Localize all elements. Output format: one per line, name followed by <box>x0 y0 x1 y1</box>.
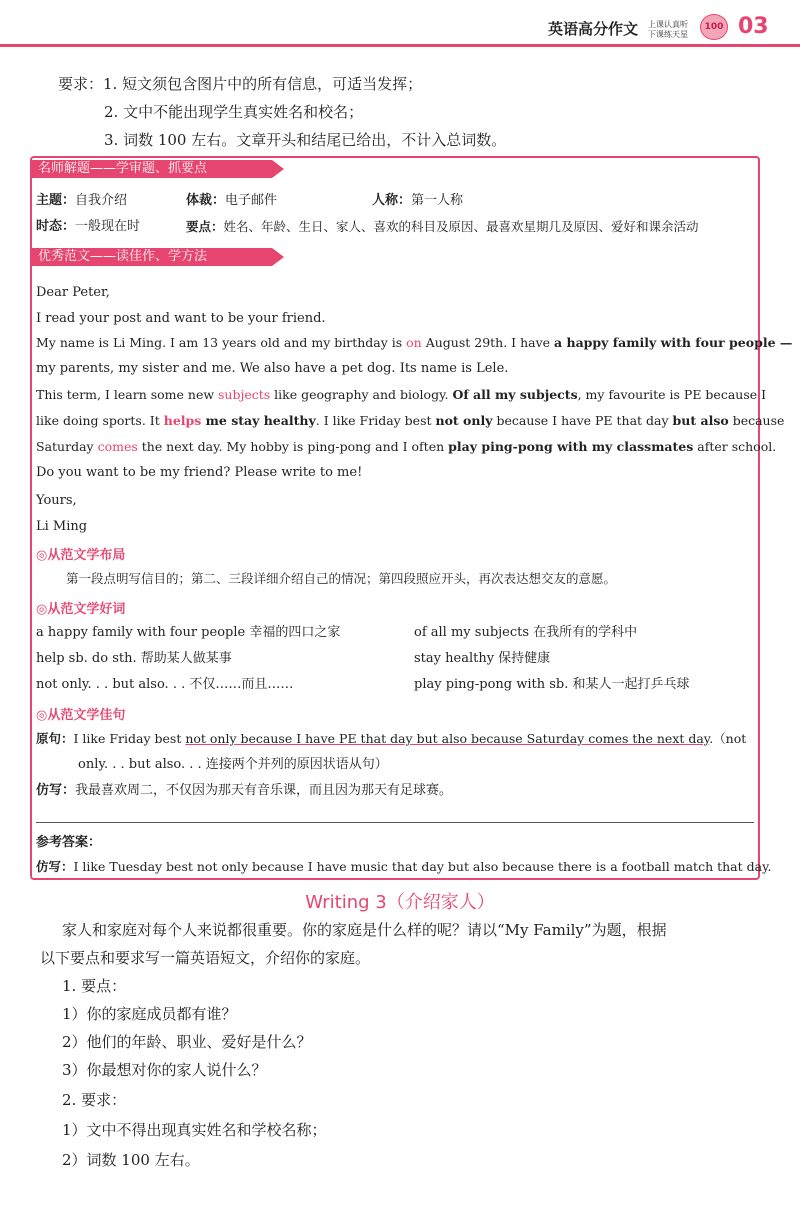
model-banner: 优秀范文——读佳作、学方法 <box>32 248 272 266</box>
essay-line-1: I read your post and want to be your friend. <box>36 311 326 326</box>
tense-label: 时态： <box>36 219 76 234</box>
points-row <box>186 218 699 236</box>
answer-label: 参考答案： <box>36 835 102 850</box>
topic-label: 主题： <box>36 193 76 208</box>
motto-line-1: 上课认真听 <box>648 20 688 29</box>
writing3-point-3: 3）你最想对你的家人说什么？ <box>62 1061 267 1079</box>
answer-divider <box>36 822 754 823</box>
writing3-req-heading: 2. 要求： <box>62 1091 127 1109</box>
writing3-title: Writing 3（介绍家人） <box>305 892 495 913</box>
requirement-3: 3. 词数 100 左右。文章开头和结尾已给出，不计入总词数。 <box>104 131 507 149</box>
writing3-intro-2: 以下要点和要求写一篇英语短文，介绍你的家庭。 <box>40 949 371 967</box>
letter-greeting: Dear Peter, <box>36 285 110 300</box>
person-value: 第一人称 <box>411 193 464 208</box>
letter-signature: Li Ming <box>36 519 88 534</box>
highlight-happy-family: a happy family with four people — <box>554 335 793 350</box>
highlight-stay-healthy: me stay healthy <box>201 413 316 428</box>
imitate-task <box>36 782 452 800</box>
motto-line-2: 下课练天星 <box>648 30 688 39</box>
person-row <box>372 192 463 210</box>
highlight-comes: comes <box>97 439 138 454</box>
book-title: 英语高分作文 <box>548 20 639 38</box>
answer-imitate-label: 仿写： <box>36 859 74 874</box>
letter-closing: Yours, <box>36 493 77 508</box>
original-label: 原句： <box>36 731 74 746</box>
tense-row <box>36 218 140 236</box>
writing3-req-1: 1）文中不得出现真实姓名和学校名称； <box>62 1121 327 1139</box>
essay-line-4: This term, I learn some new subjects like geography and biology. Of all my subjects, my favourite is PE because I <box>36 387 767 402</box>
highlight-play-ping-pong: play ping-pong with my classmates <box>448 439 694 454</box>
sentence-study-heading: ◎从范文学佳句 <box>36 708 126 723</box>
writing3-point-2: 2）他们的年龄、职业、爱好是什么？ <box>62 1033 312 1051</box>
requirement-1: 要求：1. 短文须包含图片中的所有信息，可适当发挥； <box>58 75 423 93</box>
mascot-logo-icon <box>700 14 728 40</box>
genre-label: 体裁： <box>186 193 226 208</box>
vocab-study-heading: ◎从范文学好词 <box>36 602 126 617</box>
highlight-not-only: not only <box>435 413 493 428</box>
answer-text: I like Tuesday best not only because I have music that day but also because there is a football match that day. <box>73 859 772 874</box>
points-label: 要点： <box>186 219 224 234</box>
highlight-on: on <box>406 335 422 350</box>
writing3-points-heading: 1. 要点： <box>62 977 127 995</box>
highlight-subjects: subjects <box>218 387 271 402</box>
tense-value: 一般现在时 <box>75 219 141 234</box>
topic-value: 自我介绍 <box>75 193 128 208</box>
vocab-right-1: of all my subjects 在我所有的学科中 <box>414 625 638 640</box>
highlight-but-also: but also <box>672 413 729 428</box>
essay-line-3: my parents, my sister and me. We also have a pet dog. Its name is Lele. <box>36 361 509 376</box>
points-value: 姓名、年龄、生日、家人、喜欢的科目及原因、最喜欢星期几及原因、爱好和课余活动 <box>223 219 699 234</box>
original-underlined: not only because I have PE that day but also because Saturday comes the next day <box>185 731 710 746</box>
vocab-left-1: a happy family with four people 幸福的四口之家 <box>36 625 341 640</box>
writing3-intro-1: 家人和家庭对每个人来说都很重要。你的家庭是什么样的呢？请以“My Family”为题，根据 <box>62 921 667 939</box>
genre-value: 电子邮件 <box>225 193 278 208</box>
essay-line-7: Do you want to be my friend? Please write to me! <box>36 465 363 480</box>
topic-row <box>36 192 127 210</box>
analysis-banner: 名师解题——学审题、抓要点 <box>32 160 272 178</box>
layout-study-text: 第一段点明写信目的；第二、三段详细介绍自己的情况；第四段照应开头，再次表达想交友的意愿。 <box>66 571 617 586</box>
essay-line-5: like doing sports. It helps me stay healthy. I like Friday best not only because I have PE that day but also because <box>36 413 785 428</box>
vocab-right-3: play ping-pong with sb. 和某人一起打乒乓球 <box>414 677 690 692</box>
highlight-of-all: Of all my subjects <box>452 387 578 402</box>
writing3-req-2: 2）词数 100 左右。 <box>62 1151 200 1169</box>
answer-row <box>36 858 771 876</box>
imitate-text: 我最喜欢周二，不仅因为那天有音乐课，而且因为那天有足球赛。 <box>75 783 453 798</box>
logo-text: 100 <box>704 22 724 32</box>
essay-line-2: My name is Li Ming. I am 13 years old and my birthday is on August 29th. I have a happy family with four people — <box>36 335 793 350</box>
original-note: only. . . but also. . . 连接两个并列的原因状语从句） <box>78 757 388 772</box>
header-motto <box>648 20 688 40</box>
vocab-right-2: stay healthy 保持健康 <box>414 651 551 666</box>
genre-row <box>186 192 277 210</box>
original-sentence: 原句：I like Friday best not only because I have PE that day but also because Saturday comes the next day.（not <box>36 731 747 746</box>
imitate-label: 仿写： <box>36 783 76 798</box>
requirement-2: 2. 文中不能出现学生真实姓名和校名； <box>104 103 364 121</box>
page-header <box>0 0 800 52</box>
header-divider <box>0 44 800 47</box>
person-label: 人称： <box>372 193 412 208</box>
layout-study-heading: ◎从范文学布局 <box>36 548 126 563</box>
page-number: 03 <box>738 14 769 39</box>
highlight-helps: helps <box>163 413 202 428</box>
vocab-left-3: not only. . . but also. . . 不仅……而且…… <box>36 677 294 692</box>
vocab-left-2: help sb. do sth. 帮助某人做某事 <box>36 651 232 666</box>
writing3-point-1: 1）你的家庭成员都有谁？ <box>62 1005 237 1023</box>
essay-line-6: Saturday comes the next day. My hobby is ping-pong and I often play ping-pong with my classmates after school. <box>36 439 777 454</box>
